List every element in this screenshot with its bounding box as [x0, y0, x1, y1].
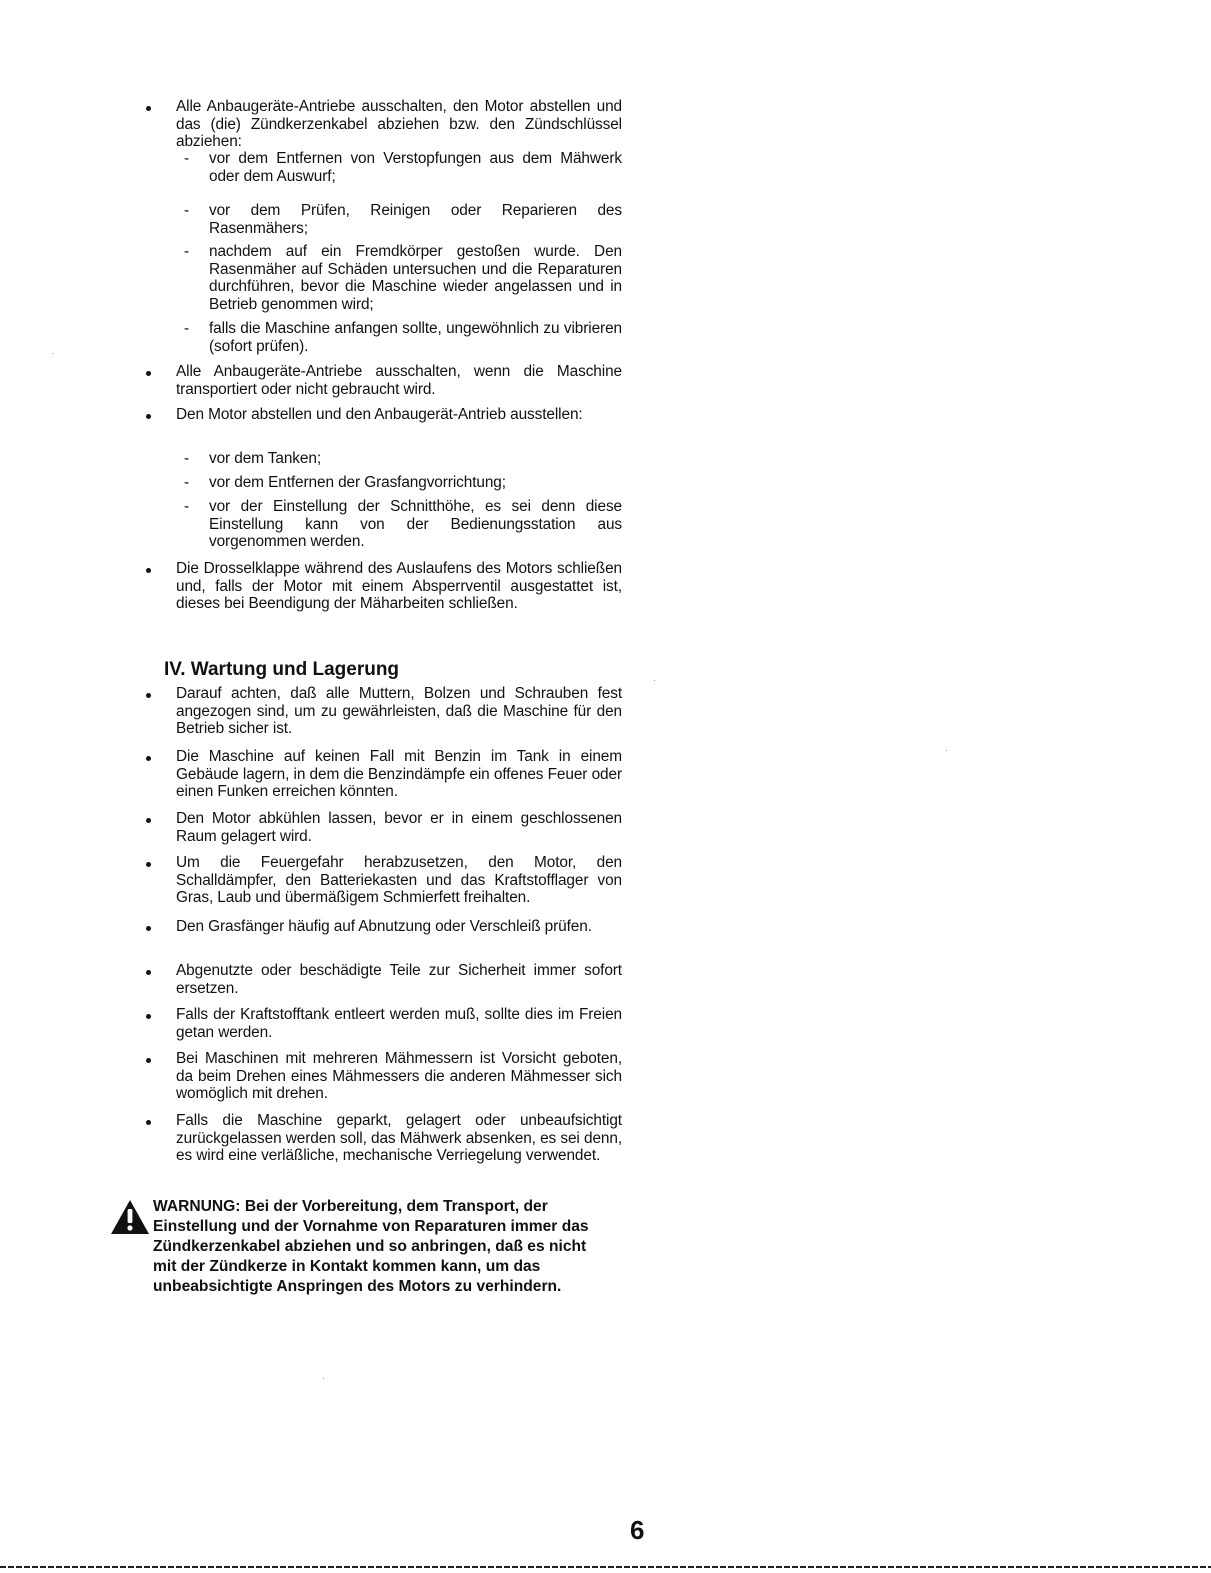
bullet-item	[146, 854, 622, 907]
bullet-text: Die Maschine auf keinen Fall mit Benzin im Tank in einem Gebäude lagern, in dem die Benzindämpfe ein offenes Feuer oder einen Funken erreichen könnten.	[176, 748, 622, 800]
bullet-dot	[146, 1014, 151, 1019]
bullet-dot	[146, 693, 151, 698]
bullet-item	[146, 1050, 622, 1103]
sub-item-text: nachdem auf ein Fremdkörper gestoßen wurde. Den Rasenmäher auf Schäden untersuchen und die Reparaturen durchführen, bevor die Maschine wieder angelassen und in Betrieb genommen wird;	[209, 243, 622, 313]
bullet-text: Darauf achten, daß alle Muttern, Bolzen und Schrauben fest angezogen sind, um zu gewährleisten, daß die Maschine für den Betrieb sicher ist.	[176, 685, 622, 737]
bullet-text: Die Drosselklappe während des Auslaufens des Motors schließen und, falls der Motor mit einem Absperrventil ausgestattet ist, dieses bei Beendigung der Mäharbeiten schließen.	[176, 560, 622, 612]
bullet-text: Alle Anbaugeräte-Antriebe ausschalten, den Motor abstellen und das (die) Zündkerzenkabel abziehen bzw. den Zündschlüssel abziehen:	[176, 98, 622, 150]
bullet-text: Bei Maschinen mit mehreren Mähmessern ist Vorsicht geboten, da beim Drehen eines Mähmessers die anderen Mähmesser sich womöglich mit drehen.	[176, 1050, 622, 1102]
warning-triangle-icon	[110, 1199, 150, 1235]
bullet-text: Abgenutzte oder beschädigte Teile zur Sicherheit immer sofort ersetzen.	[176, 962, 622, 997]
sub-item: - vor dem Tanken;	[184, 450, 622, 468]
sub-item-text: vor dem Entfernen der Grasfangvorrichtung;	[209, 474, 506, 491]
bullet-item	[146, 918, 622, 936]
sub-item: - vor dem Entfernen der Grasfangvorrichtung;	[184, 474, 622, 492]
bullet-dot	[146, 1120, 151, 1125]
bullet-dot	[146, 926, 151, 931]
scan-speck	[946, 750, 947, 751]
bullet-item	[146, 685, 622, 738]
bullet-dot	[146, 106, 151, 111]
bullet-text: Um die Feuergefahr herabzusetzen, den Motor, den Schalldämpfer, den Batteriekasten und das Kraftstofflager von Gras, Laub und übermäßigem Schmierfett freihalten.	[176, 854, 622, 906]
bullet-text: Falls der Kraftstofftank entleert werden muß, sollte dies im Freien getan werden.	[176, 1006, 622, 1041]
sub-item: - vor dem Entfernen von Verstopfungen aus dem Mähwerk oder dem Auswurf;	[184, 150, 622, 185]
sub-item: - vor der Einstellung der Schnitthöhe, es sei denn diese Einstellung kann von der Bedienungsstation aus vorgenommen werden.	[184, 498, 622, 550]
bullet-item	[146, 560, 622, 613]
sub-item: - falls die Maschine anfangen sollte, ungewöhnlich zu vibrieren (sofort prüfen).	[184, 320, 622, 355]
sub-item-text: vor dem Entfernen von Verstopfungen aus dem Mähwerk oder dem Auswurf;	[209, 150, 622, 185]
scan-speck	[654, 680, 655, 681]
sub-item-text: vor dem Prüfen, Reinigen oder Reparieren des Rasenmähers;	[209, 202, 622, 237]
bullet-item	[146, 810, 622, 845]
bullet-dot	[146, 414, 151, 419]
bullet-dot	[146, 568, 151, 573]
bullet-text: Den Motor abstellen und den Anbaugerät-Antrieb ausstellen:	[176, 406, 583, 423]
bullet-dot	[146, 756, 151, 761]
bullet-text: Den Motor abkühlen lassen, bevor er in einem geschlossenen Raum gelagert wird.	[176, 810, 622, 845]
warning-text: WARNUNG: Bei der Vorbereitung, dem Transport, der Einstellung und der Vornahme von Reparaturen immer das Zündkerzenkabel abziehen und so anbringen, daß es nicht mit der Zündkerze in Kontakt kommen kann, um das unbeabsichtigte Anspringen des Motors zu verhindern.	[153, 1198, 589, 1295]
bullet-text: Den Grasfänger häufig auf Abnutzung oder Verschleiß prüfen.	[176, 918, 592, 935]
warning-box	[110, 1197, 610, 1297]
scan-speck	[323, 1378, 324, 1379]
bullet-item	[146, 406, 622, 424]
bullet-item	[146, 748, 622, 801]
sub-item-text: vor dem Tanken;	[209, 450, 321, 467]
bullet-item	[146, 1112, 622, 1165]
bullet-dot	[146, 818, 151, 823]
sub-item-text: falls die Maschine anfangen sollte, ungewöhnlich zu vibrieren (sofort prüfen).	[209, 320, 622, 355]
page-bottom-edge	[0, 1566, 1211, 1568]
bullet-dot	[146, 862, 151, 867]
bullet-item	[146, 962, 622, 997]
sub-item-text: vor der Einstellung der Schnitthöhe, es sei denn diese Einstellung kann von der Bedienungsstation aus vorgenommen werden.	[209, 498, 622, 550]
bullet-text: Falls die Maschine geparkt, gelagert oder unbeaufsichtigt zurückgelassen werden soll, das Mähwerk absenken, es sei denn, es wird eine verläßliche, mechanische Verriegelung verwendet.	[176, 1112, 622, 1164]
page-number: 6	[630, 1515, 645, 1545]
bullet-dot	[146, 970, 151, 975]
scan-speck	[52, 353, 53, 354]
sub-item: - vor dem Prüfen, Reinigen oder Reparieren des Rasenmähers;	[184, 202, 622, 237]
bullet-item	[146, 363, 622, 398]
section-heading: IV. Wartung und Lagerung	[164, 659, 400, 680]
bullet-dot	[146, 371, 151, 376]
sub-item: - nachdem auf ein Fremdkörper gestoßen wurde. Den Rasenmäher auf Schäden untersuchen und die Reparaturen durchführen, bevor die Maschine wieder angelassen und in Betrieb genommen wird;	[184, 243, 622, 313]
bullet-item	[146, 98, 622, 151]
bullet-text: Alle Anbaugeräte-Antriebe ausschalten, wenn die Maschine transportiert oder nicht gebraucht wird.	[176, 363, 622, 398]
bullet-dot	[146, 1058, 151, 1063]
bullet-item	[146, 1006, 622, 1041]
